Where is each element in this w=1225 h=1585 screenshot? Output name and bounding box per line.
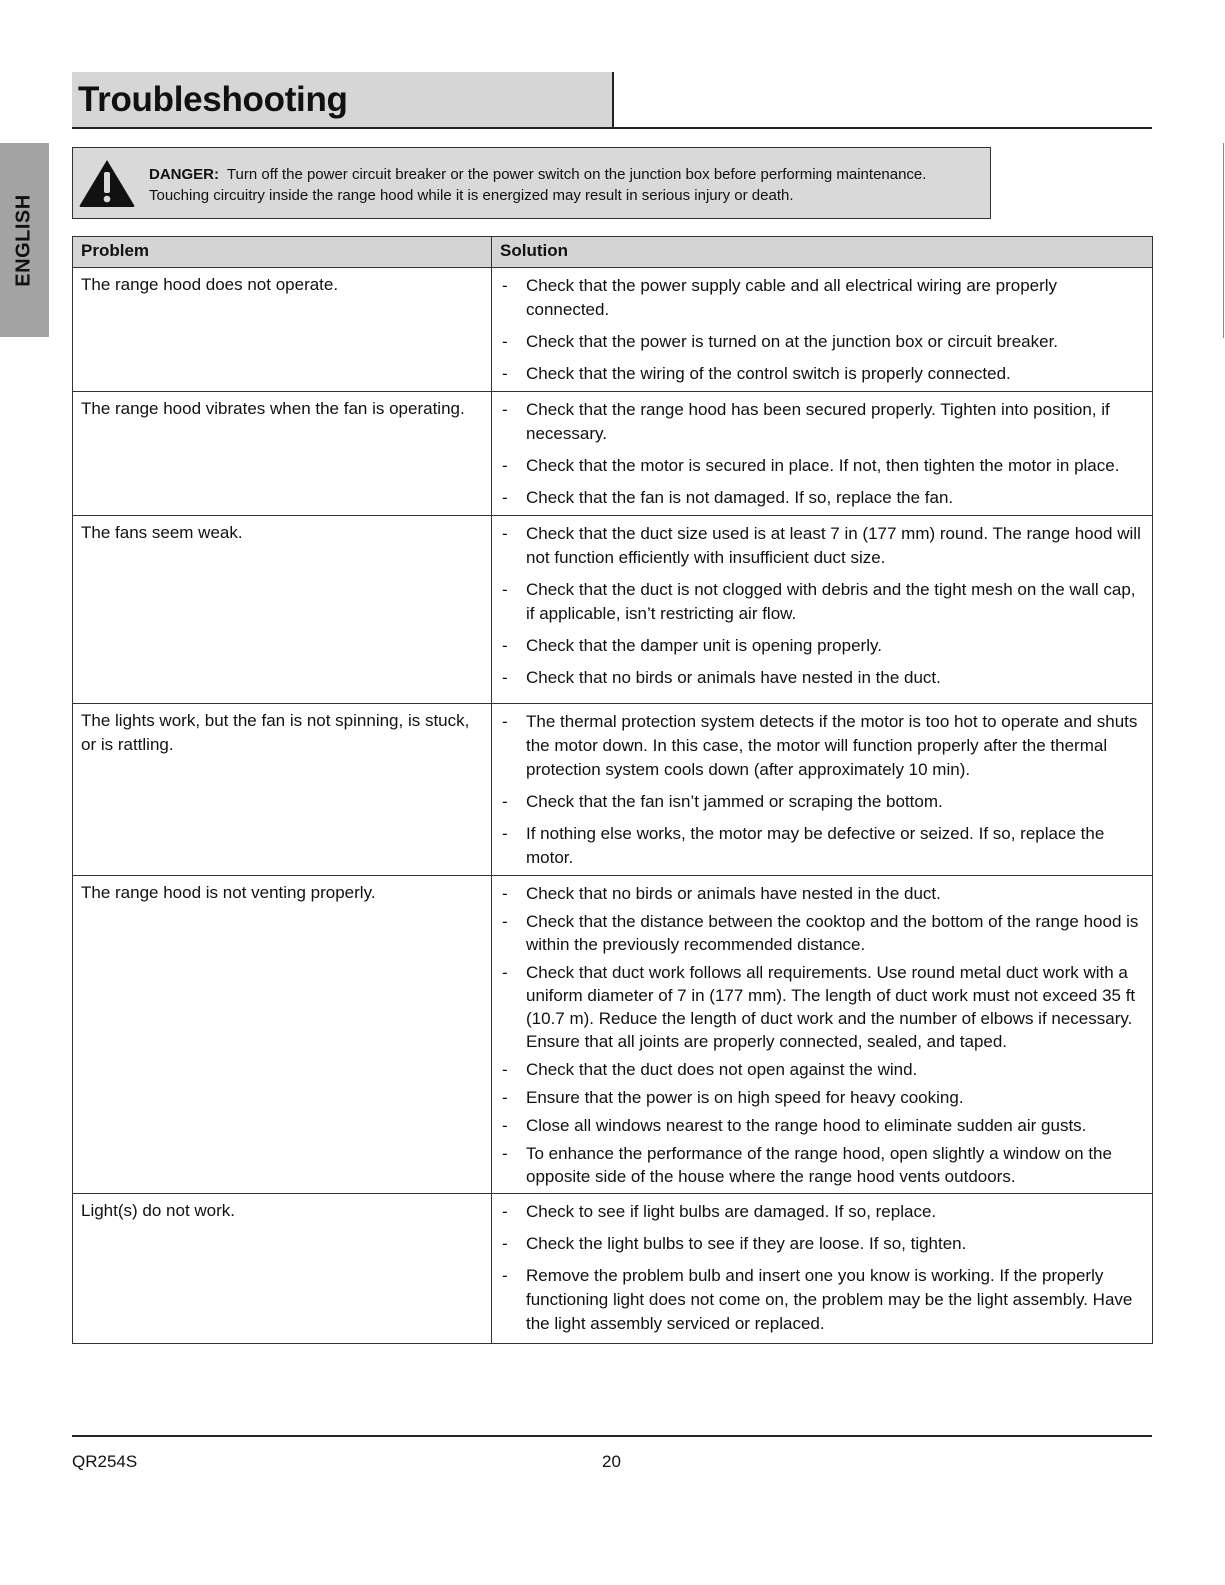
warning-triangle-icon [78,158,136,208]
solution-text: Check that the power supply cable and all electrical wiring are properly connected. [526,276,1058,319]
footer-rule [72,1435,1152,1437]
table-row [73,268,1153,392]
solution-text: Check that the damper unit is opening properly. [526,636,882,655]
table-header-row [73,237,1153,268]
bullet-dash: - [502,1234,508,1253]
bullet-dash: - [502,668,508,687]
solution-cell [492,516,1153,704]
table-row [73,516,1153,704]
solution-item [500,1058,1144,1081]
table-row [73,392,1153,516]
bullet-dash: - [502,400,508,419]
solution-text: Check that no birds or animals have nested in the duct. [526,884,941,903]
solution-item [500,790,1144,814]
solution-item [500,1086,1144,1109]
danger-message-2: Touching circuitry inside the range hood while it is energized may result in serious injury or death. [149,187,794,204]
bullet-dash: - [502,524,508,543]
solution-text: Check that the duct does not open against the wind. [526,1060,918,1079]
bullet-dash: - [502,1060,508,1079]
solution-text: Check that the power is turned on at the junction box or circuit breaker. [526,332,1059,351]
solution-text: To enhance the performance of the range hood, open slightly a window on the opposite side of the house where the range hood vents outdoors. [526,1144,1112,1186]
solution-text: Ensure that the power is on high speed for heavy cooking. [526,1088,964,1107]
table-row [73,876,1153,1194]
language-label: ENGLISH [13,193,35,287]
problem-cell: The lights work, but the fan is not spinning, is stuck, or is rattling. [73,704,492,876]
solution-item [500,710,1144,782]
solution-item [500,1114,1144,1137]
bullet-dash: - [502,276,508,295]
solution-item [500,666,1144,690]
bullet-dash: - [502,1144,508,1163]
solution-text: Check that the range hood has been secured properly. Tighten into position, if necessary. [526,400,1110,443]
column-header-solution: Solution [492,237,1153,268]
solution-item [500,330,1144,354]
bullet-dash: - [502,884,508,903]
danger-message-1: Turn off the power circuit breaker or the power switch on the junction box before performing maintenance. [226,166,927,183]
solution-item [500,1200,1144,1224]
solution-text: Check that the fan isn’t jammed or scraping the bottom. [526,792,943,811]
solution-item [500,1232,1144,1256]
bullet-dash: - [502,1116,508,1135]
bullet-dash: - [502,1202,508,1221]
problem-cell: Light(s) do not work. [73,1194,492,1344]
solution-item [500,486,1144,510]
solution-item [500,1264,1144,1336]
table-body [73,268,1153,1344]
title-bar [72,72,1152,129]
solution-item [500,910,1144,956]
bullet-dash: - [502,580,508,599]
bullet-dash: - [502,963,508,982]
danger-label: DANGER: [149,166,219,183]
problem-cell: The fans seem weak. [73,516,492,704]
danger-line-1 [149,164,926,185]
solution-cell [492,876,1153,1194]
danger-notice [72,147,991,219]
bullet-dash: - [502,792,508,811]
solution-text: Check that the motor is secured in place. If not, then tighten the motor in place. [526,456,1120,475]
danger-text [149,164,926,206]
solution-item [500,454,1144,478]
solution-cell [492,1194,1153,1344]
solution-text: If nothing else works, the motor may be defective or seized. If so, replace the motor. [526,824,1105,867]
solution-cell [492,704,1153,876]
problem-cell: The range hood does not operate. [73,268,492,392]
solution-text: Check that the wiring of the control switch is properly connected. [526,364,1011,383]
bullet-dash: - [502,912,508,931]
problem-cell: The range hood vibrates when the fan is operating. [73,392,492,516]
solution-text: Remove the problem bulb and insert one you know is working. If the properly functioning light does not come on, the problem may be the light assembly. Have the light assembly serviced or replaced. [526,1266,1133,1333]
solution-item [500,274,1144,322]
solution-cell [492,268,1153,392]
column-header-problem: Problem [73,237,492,268]
bullet-dash: - [502,1088,508,1107]
page-number: 20 [602,1452,621,1471]
solution-item [500,578,1144,626]
table-row [73,1194,1153,1344]
solution-item [500,822,1144,870]
page-title: Troubleshooting [78,80,348,119]
solution-text: Check that the fan is not damaged. If so, replace the fan. [526,488,954,507]
language-tab [0,143,49,337]
solution-item [500,362,1144,386]
bullet-dash: - [502,332,508,351]
solution-text: Check that no birds or animals have nested in the duct. [526,668,941,687]
solution-item [500,634,1144,658]
bullet-dash: - [502,824,508,843]
page-edge-line [1223,143,1224,338]
bullet-dash: - [502,712,508,731]
bullet-dash: - [502,636,508,655]
troubleshooting-table [72,236,1153,1344]
solution-text: Check that the duct size used is at least 7 in (177 mm) round. The range hood will not function efficiently with insufficient duct size. [526,524,1141,567]
bullet-dash: - [502,364,508,383]
bullet-dash: - [502,456,508,475]
solution-item [500,1142,1144,1188]
bullet-dash: - [502,1266,508,1285]
solution-cell [492,392,1153,516]
bullet-dash: - [502,488,508,507]
model-number: QR254S [72,1452,138,1471]
solution-text: Check to see if light bulbs are damaged. If so, replace. [526,1202,937,1221]
solution-item [500,961,1144,1053]
solution-text: The thermal protection system detects if the motor is too hot to operate and shuts the motor down. In this case, the motor will function properly after the thermal protection system cools down (after approximately 10 min). [526,712,1138,779]
solution-item [500,882,1144,905]
table-row [73,704,1153,876]
solution-text: Check that duct work follows all requirements. Use round metal duct work with a uniform diameter of 7 in (177 mm). The length of duct work must not exceed 35 ft (10.7 m). Reduce the length of duct work and the number of elbows if necessary. Ensure that all joints are properly connected, sealed, and taped. [526,963,1136,1051]
solution-text: Check that the distance between the cooktop and the bottom of the range hood is within the previously recommended distance. [526,912,1139,954]
solution-text: Check that the duct is not clogged with debris and the tight mesh on the wall cap, if applicable, isn’t restricting air flow. [526,580,1136,623]
solution-item [500,398,1144,446]
solution-text: Close all windows nearest to the range hood to eliminate sudden air gusts. [526,1116,1087,1135]
solution-text: Check the light bulbs to see if they are loose. If so, tighten. [526,1234,967,1253]
solution-item [500,522,1144,570]
problem-cell: The range hood is not venting properly. [73,876,492,1194]
